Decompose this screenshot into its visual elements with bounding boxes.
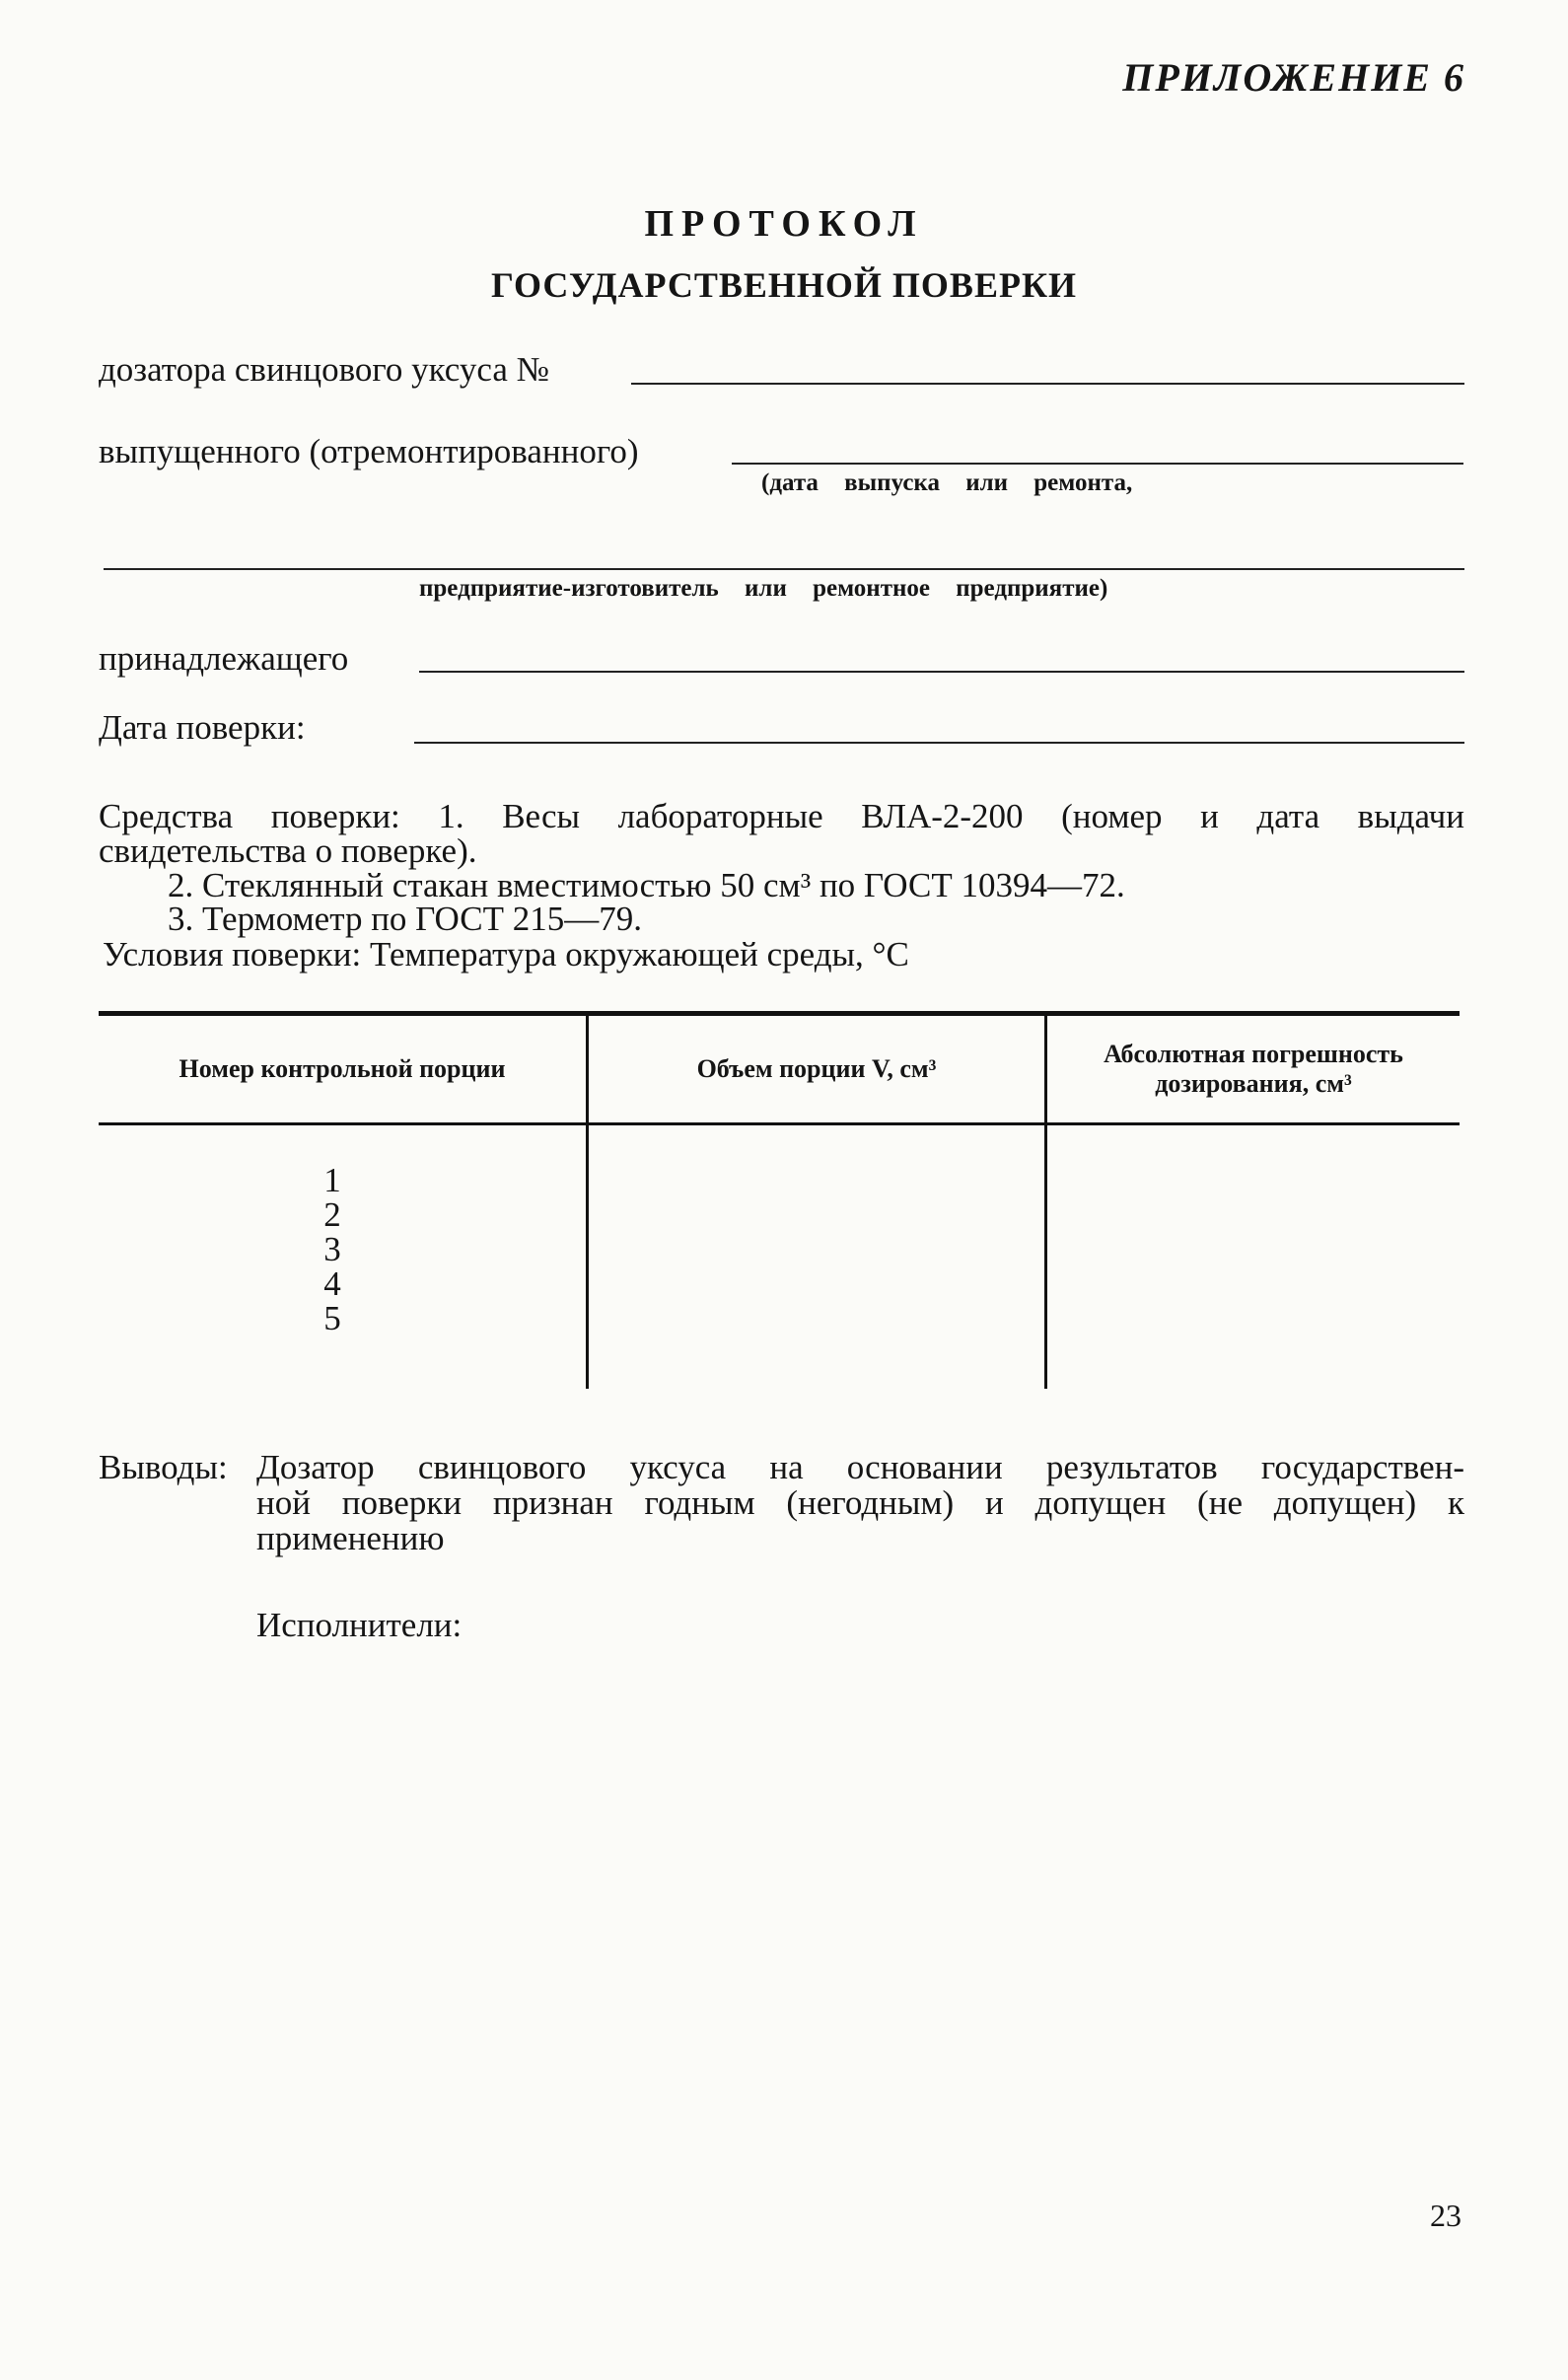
- conditions-text: Условия поверки: Температура окружающей среды, °С: [103, 935, 909, 974]
- belonging-label: принадлежащего: [99, 639, 349, 678]
- verification-date-line[interactable]: [414, 742, 1464, 744]
- appendix-label: ПРИЛОЖЕНИЕ 6: [1122, 55, 1465, 100]
- portion-number-cell: [99, 1124, 588, 1390]
- portion-volume-cell[interactable]: [588, 1124, 1046, 1390]
- portion-number: 3: [323, 1230, 341, 1268]
- absolute-error-cell[interactable]: [1046, 1124, 1461, 1390]
- portion-number: 5: [323, 1299, 341, 1337]
- conclusion-line-2: ной поверки признан годным (негодным) и допущен (не допущен) к: [256, 1483, 1464, 1522]
- document-subtitle: ГОСУДАРСТВЕННОЙ ПОВЕРКИ: [490, 265, 1078, 305]
- header-absolute-error: Абсолютная погрешность дозирования, см³: [1046, 1014, 1461, 1124]
- performers-label: Исполнители:: [256, 1606, 463, 1644]
- means-line-1b: свидетельства о поверке).: [99, 831, 477, 870]
- dispenser-label: дозатора свинцового уксуса №: [99, 350, 549, 389]
- released-hint: (дата выпуска или ремонта,: [761, 469, 1133, 496]
- document-title: ПРОТОКОЛ: [644, 203, 924, 245]
- conclusion-line-1: Дозатор свинцового уксуса на основании результатов государствен-: [256, 1448, 1464, 1486]
- means-line-2: 2. Стеклянный стакан вместимостью 50 см³ по ГОСТ 10394—72.: [168, 866, 1125, 904]
- header-portion-number: Номер контрольной порции: [99, 1014, 588, 1124]
- conclusion-label: Выводы:: [99, 1448, 228, 1486]
- portion-number: 2: [323, 1195, 341, 1234]
- verification-date-label: Дата поверки:: [99, 708, 306, 747]
- belonging-line[interactable]: [419, 671, 1464, 673]
- released-line[interactable]: [732, 463, 1463, 465]
- page-number: 23: [1430, 2198, 1461, 2233]
- portion-number: 4: [323, 1264, 341, 1303]
- portion-number: 1: [323, 1161, 341, 1199]
- released-label: выпущенного (отремонтированного): [99, 432, 639, 470]
- manufacturer-hint: предприятие-изготовитель или ремонтное предприятие): [419, 575, 1108, 602]
- means-line-3: 3. Термометр по ГОСТ 215—79.: [168, 900, 642, 938]
- verification-table: [99, 1011, 1460, 1389]
- header-portion-volume: Объем порции V, см³: [588, 1014, 1046, 1124]
- means-line-1: Средства поверки: 1. Весы лабораторные ВЛА-2-200 (номер и дата выдачи: [99, 797, 1464, 835]
- manufacturer-line[interactable]: [104, 568, 1464, 570]
- dispenser-number-line[interactable]: [631, 383, 1464, 385]
- conclusion-line-3: применению: [256, 1519, 445, 1557]
